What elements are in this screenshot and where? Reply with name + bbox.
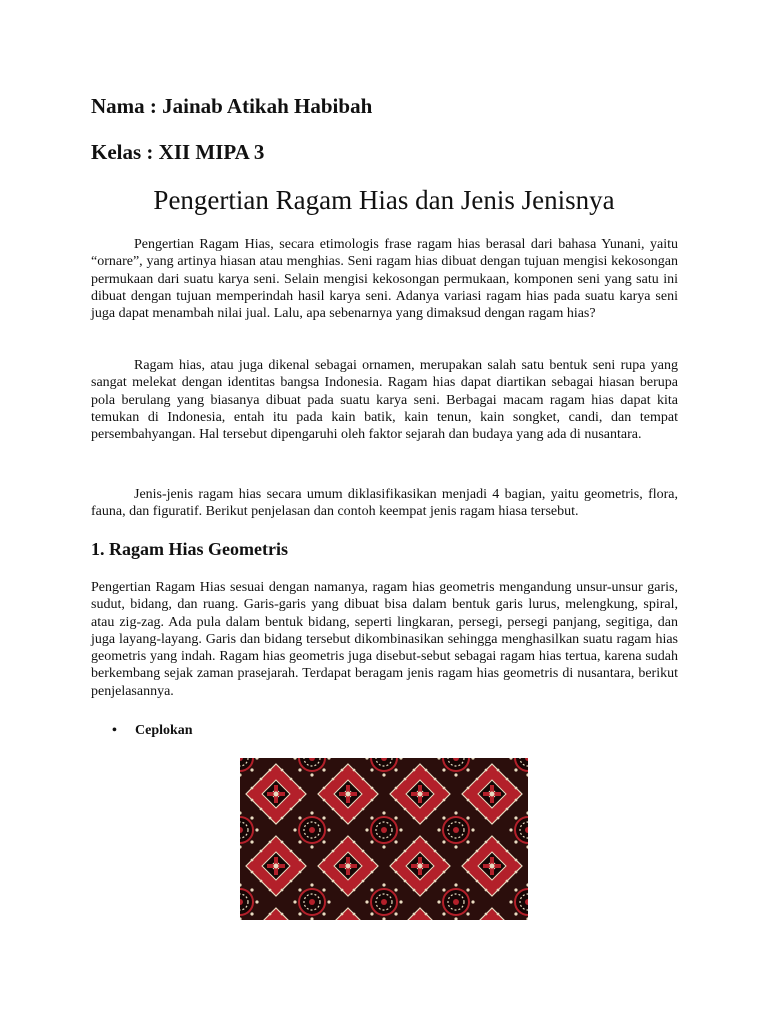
bullet-label: Ceplokan <box>135 723 193 738</box>
bullet-marker: • <box>112 723 117 738</box>
intro-paragraph-3: Jenis-jenis ragam hias secara umum diklasifikasikan menjadi 4 bagian, yaitu geometris, flora, fauna, dan figuratif. Berikut penjelasan dan contoh keempat jenis ragam hiasa tersebut. <box>91 487 678 520</box>
intro-paragraph-2: Ragam hias, atau juga dikenal sebagai ornamen, merupakan salah satu bentuk seni rupa yang sangat melekat dengan identitas bangsa Indonesia. Ragam hias dapat diartikan sebagai hiasan berupa pola berulang yang biasanya dibuat pada suatu karya seni. Berbagai macam ragam hias dapat kita temukan di Indonesia, entah itu pada kain batik, kain tenun, kain songket, candi, dan tempat persembahyangan. Hal tersebut dipengaruhi oleh faktor sejarah dan budaya yang ada di nusantara. <box>91 358 678 443</box>
section-paragraph-geometris: Pengertian Ragam Hias sesuai dengan namanya, ragam hias geometris mengandung unsur-unsur garis, sudut, bidang, dan ruang. Garis-garis yang dibuat bisa dalam bentuk garis lurus, melengkung, spiral, atau zig-zag. Ada pula dalam bentuk bidang, seperti lingkaran, persegi, persegi panjang, segitiga, dan juga layang-layang. Garis dan bidang tersebut dikombinasikan sehingga menghasilkan suatu ragam hias geometris yang indah. Ragam hias geometris juga disebut-sebut sebagai ragam hias tertua, karena sudah berkembang sejak zaman prasejarah. Terdapat beragam jenis ragam hias geometris di nusantara, berikut penjelasannya. <box>91 580 678 699</box>
document-title: Pengertian Ragam Hias dan Jenis Jenisnya <box>153 185 615 215</box>
section-heading-geometris: 1. Ragam Hias Geometris <box>91 539 288 559</box>
bullet-item-ceplokan <box>112 724 193 738</box>
batik-ceplokan-image <box>240 758 528 920</box>
intro-paragraph-1: Pengertian Ragam Hias, secara etimologis frase ragam hias berasal dari bahasa Yunani, yaitu “ornare”, yang artinya hiasan atau menghias. Seni ragam hias dibuat dengan tujuan mengisi kekosongan permukaan dari suatu karya seni. Selain mengisi kekosongan permukaan, komponen seni yang satu ini dibuat dengan tujuan memperindah hasil karya seni. Adanya variasi ragam hias pada suatu karya seni juga dapat menambah nilai jual. Lalu, apa sebenarnya yang dimaksud dengan ragam hias? <box>91 237 678 322</box>
student-name: Nama : Jainab Atikah Habibah <box>91 94 373 118</box>
batik-pattern-graphic <box>240 758 528 920</box>
student-class: Kelas : XII MIPA 3 <box>91 140 265 164</box>
